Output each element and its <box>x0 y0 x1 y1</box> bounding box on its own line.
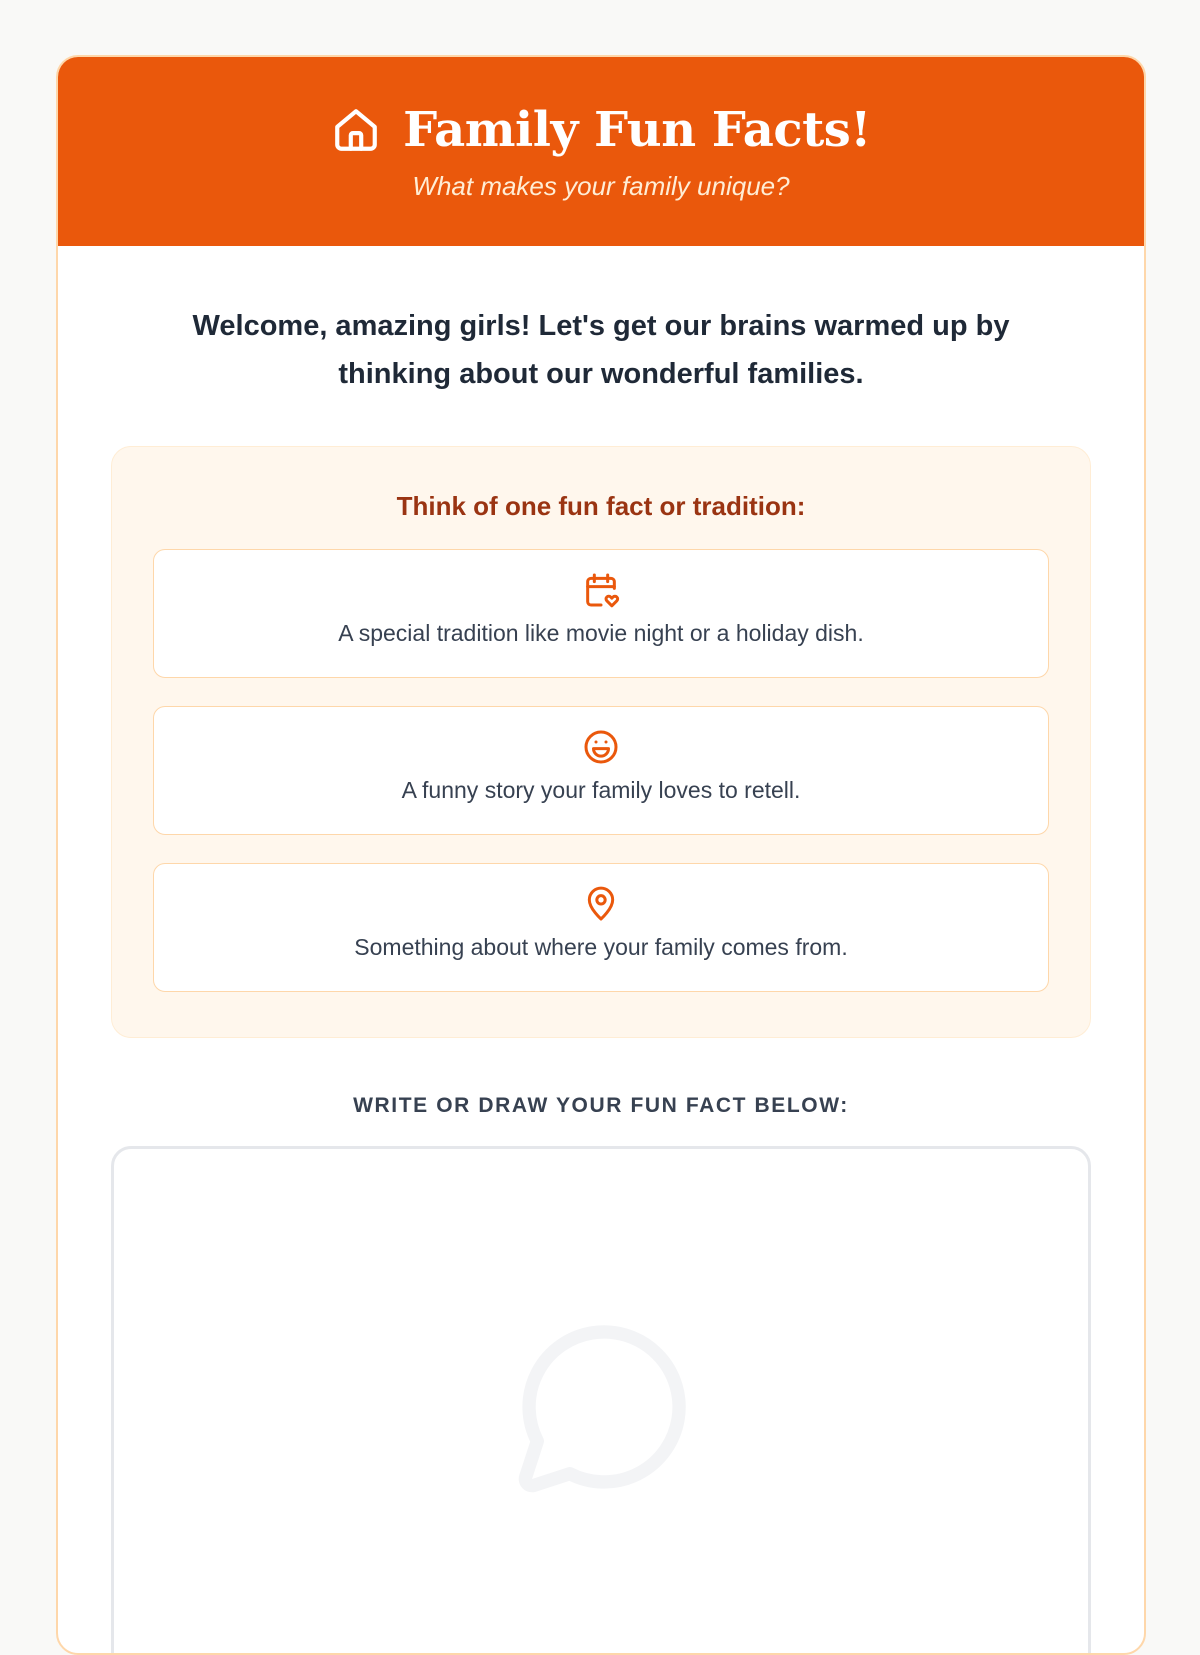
prompt-option-text: A special tradition like movie night or a holiday dish. <box>338 620 864 646</box>
prompts-heading: Think of one fun fact or tradition: <box>396 491 806 521</box>
welcome-text: Welcome, amazing girls! Let's get our brains warmed up by thinking about our wonderful families. <box>192 310 1010 390</box>
map-pin-icon <box>581 884 621 924</box>
home-icon <box>331 105 381 155</box>
prompt-option-text: A funny story your family loves to retell. <box>401 777 801 803</box>
response-label: WRITE OR DRAW YOUR FUN FACT BELOW: <box>353 1094 849 1117</box>
laughing-face-icon <box>581 727 621 767</box>
page-subtitle: What makes your family unique? <box>412 171 790 201</box>
speech-bubble-icon <box>504 1307 704 1507</box>
prompts-panel <box>111 446 1091 1038</box>
prompt-option-funny-story <box>153 706 1049 835</box>
prompt-option-origin <box>153 863 1049 992</box>
title-row <box>331 101 871 159</box>
activity-card <box>56 55 1146 1655</box>
prompt-option-text: Something about where your family comes from. <box>354 934 848 960</box>
response-area[interactable] <box>111 1146 1091 1655</box>
calendar-heart-icon <box>581 570 621 610</box>
page-title: Family Fun Facts! <box>403 102 871 158</box>
header <box>58 57 1144 246</box>
prompt-option-tradition <box>153 549 1049 678</box>
